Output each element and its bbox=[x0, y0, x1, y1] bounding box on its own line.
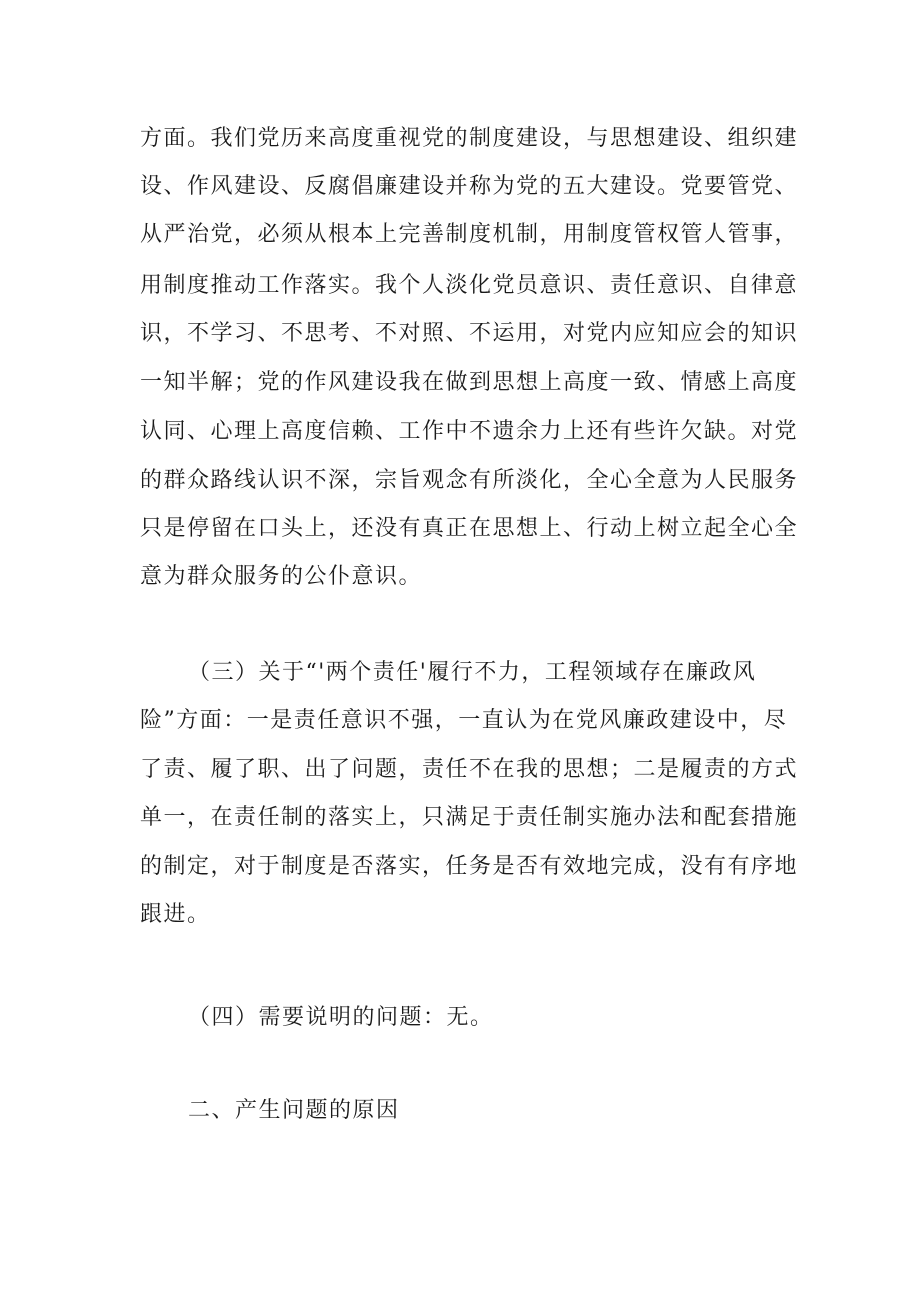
text-line: 用制度推动工作落实。我个人淡化党员意识、责任意识、自律意 bbox=[140, 273, 799, 298]
text-line: 认同、心理上高度信赖、工作中不遗余力上还有些许欠缺。对党 bbox=[140, 419, 799, 444]
text-line: 跟进。 bbox=[140, 902, 211, 927]
paragraph-issues-to-explain: （四）需要说明的问题：无。 bbox=[188, 1005, 494, 1030]
text-line: 只是停留在口头上，还没有真正在思想上、行动上树立起全心全 bbox=[140, 516, 799, 541]
section-heading: 二、产生问题的原因 bbox=[188, 1098, 400, 1123]
text-line: 方面。我们党历来高度重视党的制度建设，与思想建设、组织建 bbox=[140, 126, 799, 151]
text-line: （三）关于“'两个责任'履行不力，工程领域存在廉政风 bbox=[188, 660, 757, 685]
text-line: 单一，在责任制的落实上，只满足于责任制实施办法和配套措施 bbox=[140, 805, 799, 830]
text-line: 意为群众服务的公仆意识。 bbox=[140, 564, 423, 589]
text-line: 一知半解；党的作风建设我在做到思想上高度一致、情感上高度 bbox=[140, 370, 799, 395]
text-line: 的制定，对于制度是否落实，任务是否有效地完成，没有有序地 bbox=[140, 854, 799, 879]
text-line: 识，不学习、不思考、不对照、不运用，对党内应知应会的知识 bbox=[140, 321, 799, 346]
text-line: 了责、履了职、出了问题，责任不在我的思想；二是履责的方式 bbox=[140, 757, 799, 782]
text-line: 从严治党，必须从根本上完善制度机制，用制度管权管人管事， bbox=[140, 222, 799, 247]
text-line: 的群众路线认识不深，宗旨观念有所淡化，全心全意为人民服务 bbox=[140, 468, 799, 493]
text-line: 险”方面：一是责任意识不强，一直认为在党风廉政建设中，尽 bbox=[140, 708, 788, 733]
text-line: 设、作风建设、反腐倡廉建设并称为党的五大建设。党要管党、 bbox=[140, 174, 799, 199]
